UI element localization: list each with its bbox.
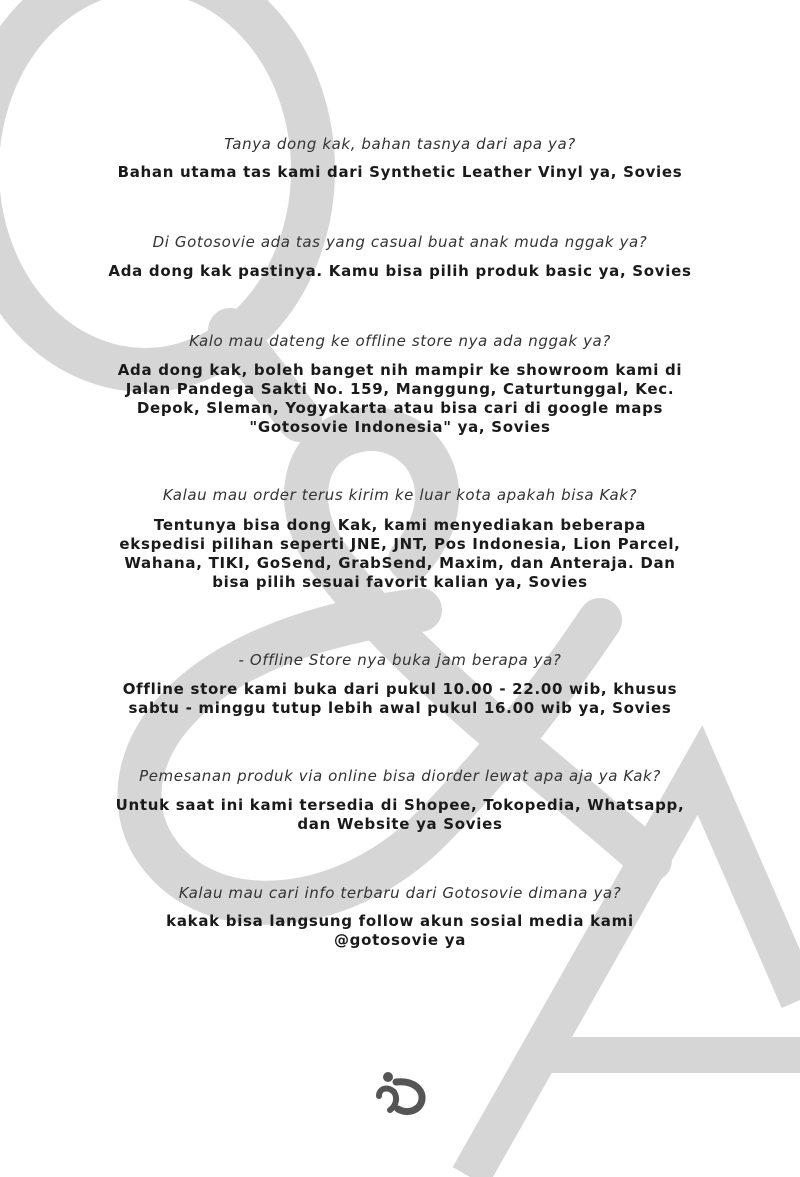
answer-1 <box>0 163 800 182</box>
answer-6 <box>0 796 800 834</box>
answer-2 <box>0 262 800 281</box>
answer-7 <box>0 912 800 950</box>
logo-head-dot <box>383 1072 393 1082</box>
question-6: Pemesanan produk via online bisa diorder lewat apa aja ya Kak? <box>139 767 661 785</box>
answer-5-line-2: sabtu - minggu tutup lebih awal pukul 16.00 wib ya, Sovies <box>128 699 672 717</box>
question-1: Tanya dong kak, bahan tasnya dari apa ya? <box>224 135 576 153</box>
question-4: Kalau mau order terus kirim ke luar kota apakah bisa Kak? <box>162 486 638 504</box>
question-7: Kalau mau cari info terbaru dari Gotosovie dimana ya? <box>178 884 622 902</box>
answer-3-line-4: "Gotosovie Indonesia" ya, Sovies <box>249 418 551 436</box>
answer-6-line-2: dan Website ya Sovies <box>297 815 503 833</box>
answer-4-line-2: ekspedisi pilihan seperti JNE, JNT, Pos Indonesia, Lion Parcel, <box>119 535 681 553</box>
answer-3-line-2: Jalan Pandega Sakti No. 159, Manggung, Caturtunggal, Kec. <box>125 380 675 398</box>
answer-4-line-4: bisa pilih sesuai favorit kalian ya, Sovies <box>212 573 588 591</box>
answer-3-line-1: Ada dong kak, boleh banget nih mampir ke showroom kami di <box>117 361 683 379</box>
answer-5-line-1: Offline store kami buka dari pukul 10.00 - 22.00 wib, khusus <box>122 680 678 698</box>
answer-4-line-1: Tentunya bisa dong Kak, kami menyediakan beberapa <box>153 516 647 534</box>
answer-7-line-2: @gotosovie ya <box>333 931 467 949</box>
answer-7-line-1: kakak bisa langsung follow akun sosial media kami <box>166 912 634 930</box>
answer-1-line-1: Bahan utama tas kami dari Synthetic Leather Vinyl ya, Sovies <box>117 163 683 181</box>
answer-4-line-3: Wahana, TIKI, GoSend, GrabSend, Maxim, dan Anteraja. Dan <box>124 554 676 572</box>
question-3: Kalo mau dateng ke offline store nya ada nggak ya? <box>189 332 611 350</box>
answer-3-line-3: Depok, Sleman, Yogyakarta atau bisa cari di google maps <box>136 399 664 417</box>
answer-6-line-1: Untuk saat ini kami tersedia di Shopee, Tokopedia, Whatsapp, <box>115 796 685 814</box>
gotosovie-logo-icon <box>376 1068 426 1118</box>
answer-4 <box>0 516 800 592</box>
logo-d-shape <box>396 1082 422 1112</box>
answer-2-line-1: Ada dong kak pastinya. Kamu bisa pilih produk basic ya, Sovies <box>108 262 692 280</box>
answer-5 <box>0 680 800 718</box>
answer-3 <box>0 361 800 437</box>
logo-body-stroke <box>390 1092 396 1110</box>
question-5: - Offline Store nya buka jam berapa ya? <box>238 651 562 669</box>
question-2: Di Gotosovie ada tas yang casual buat anak muda nggak ya? <box>152 233 648 251</box>
